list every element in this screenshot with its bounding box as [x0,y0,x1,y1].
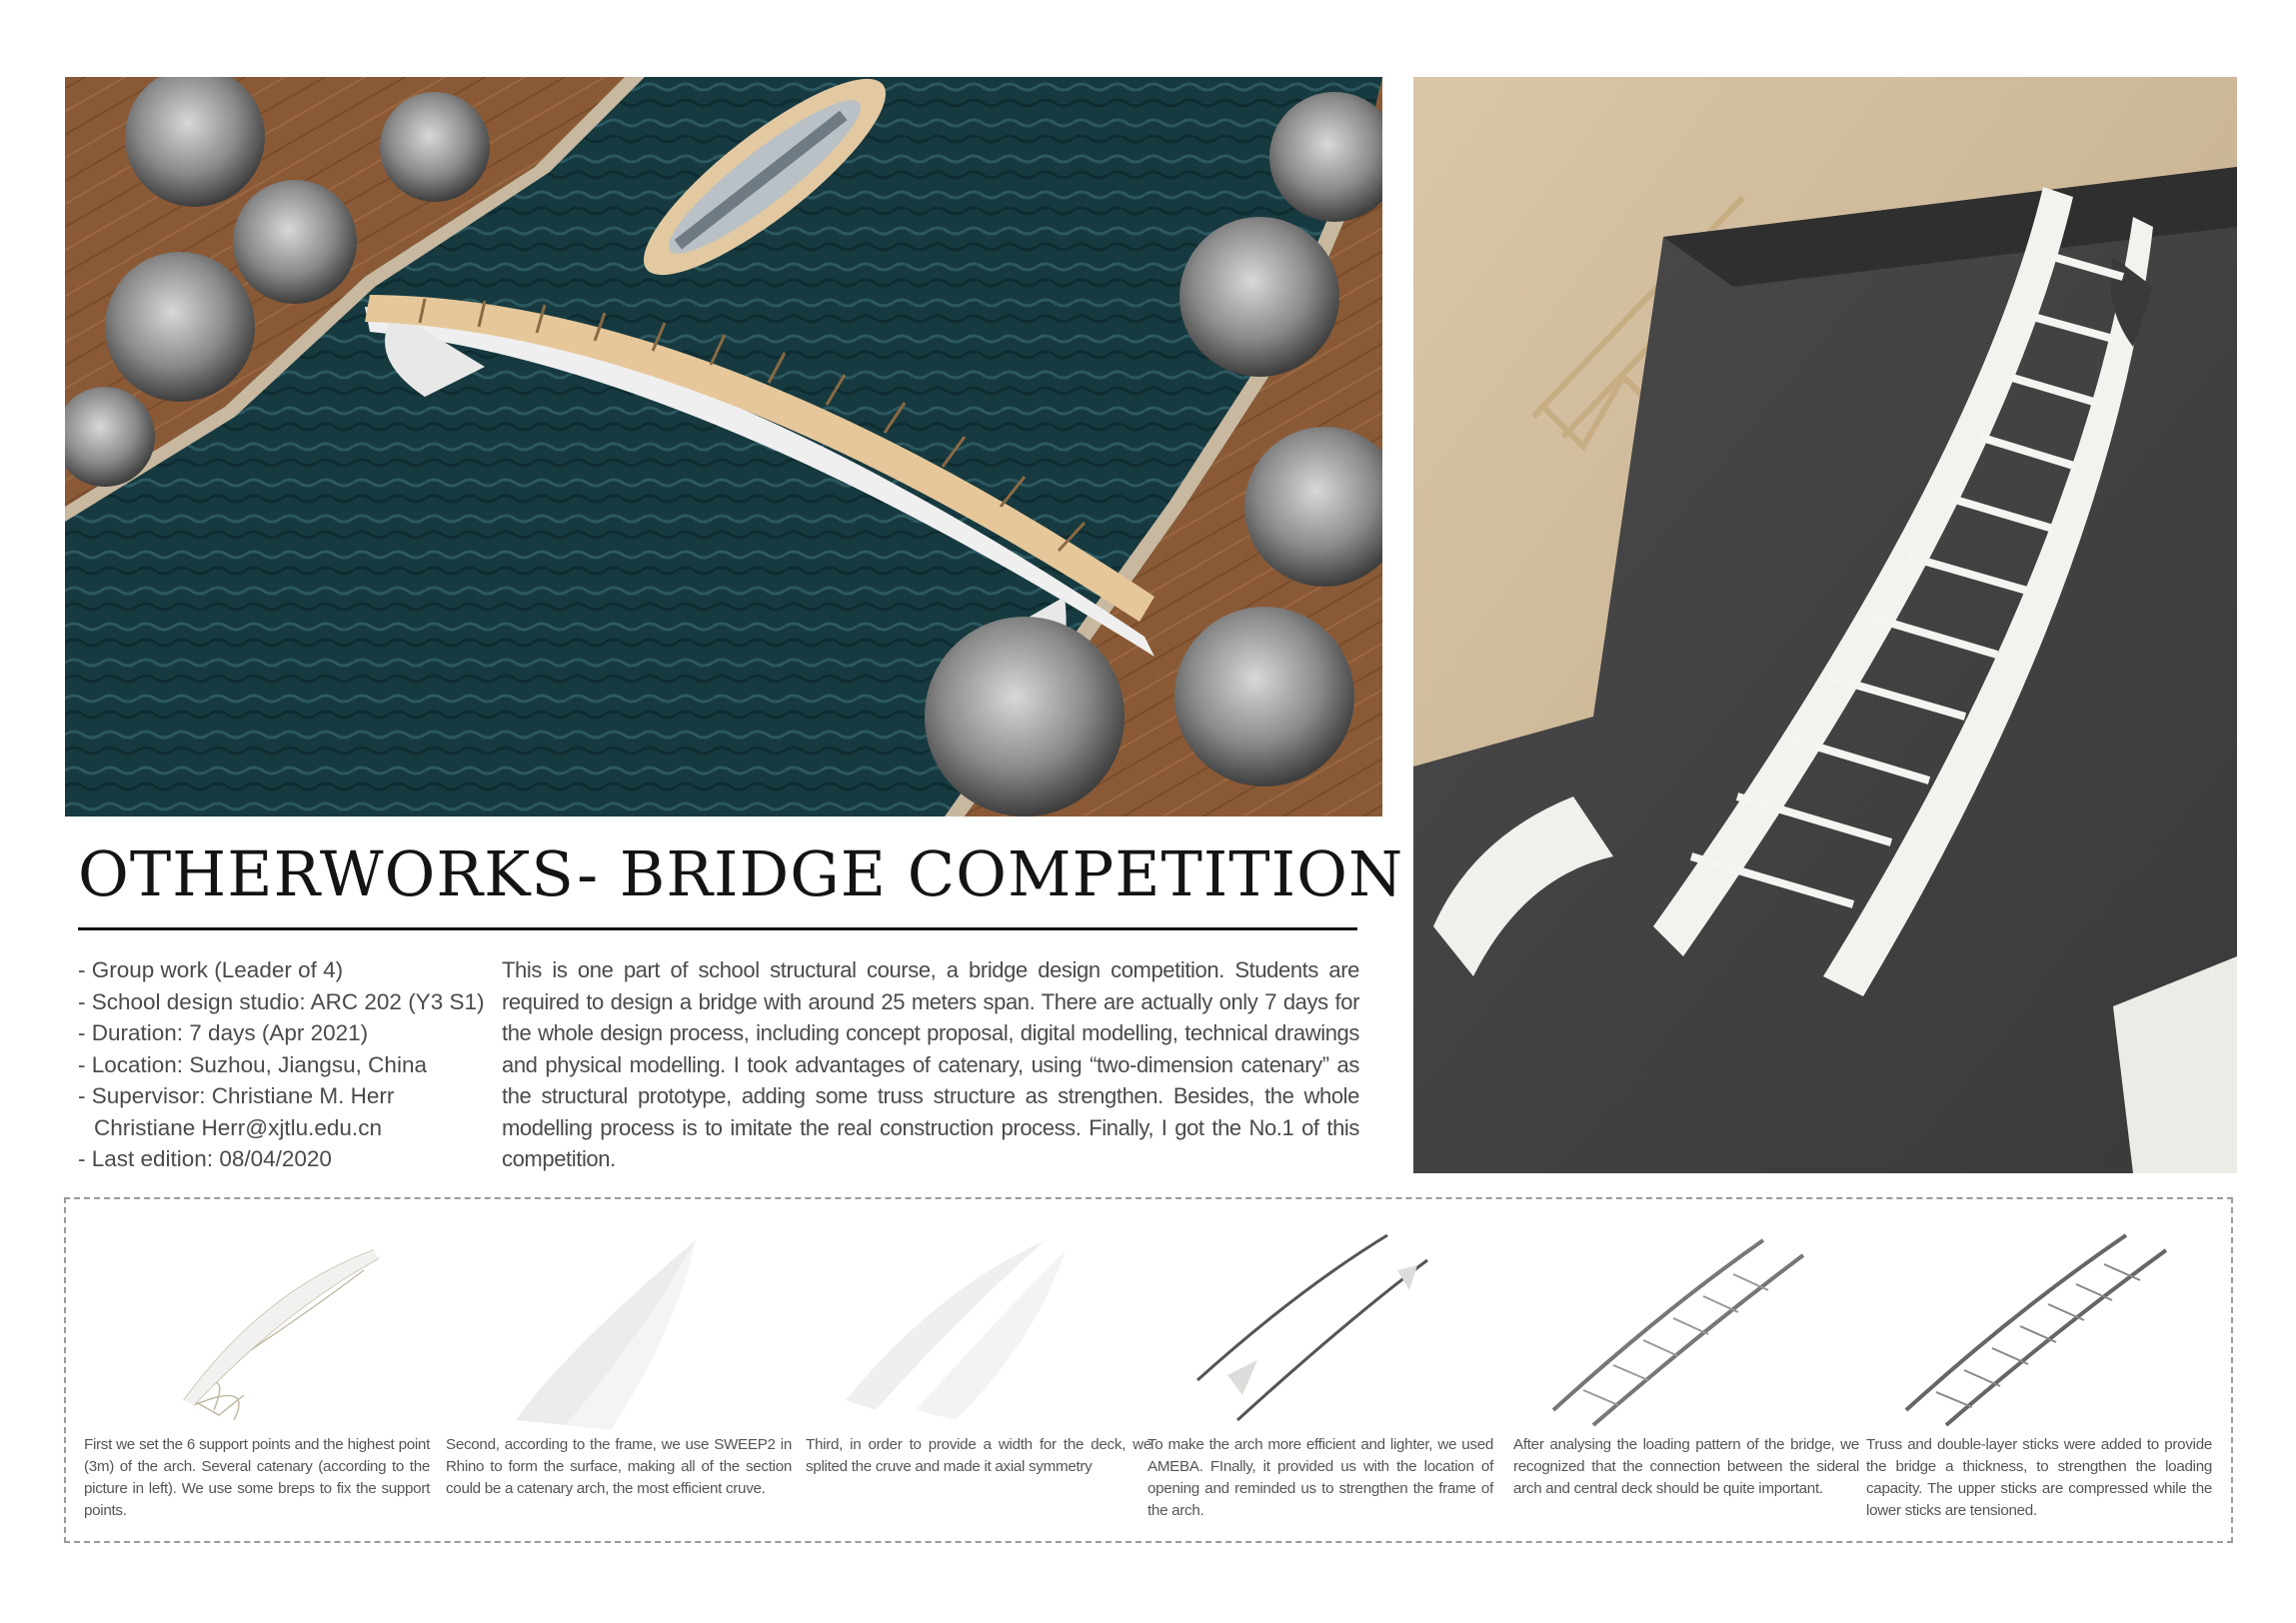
page-title: OTHERWORKS- BRIDGE COMPETITION [78,837,1404,910]
process-step-3 [806,1204,1155,1534]
final-bridge-icon [1866,1210,2216,1432]
process-step-1-caption: First we set the 6 support points and the highest point (3m) of the arch. Several catenary (according to the picture in left). We use some breps to fix the support points. [84,1436,430,1519]
split-arch-icon [806,1210,1155,1432]
detail-group: - Group work (Leader of 4) [78,957,344,982]
process-step-2-caption: Second, according to the frame, we use SWEEP2 in Rhino to form the surface, making all of the section could be a catenary arch, the most efficient cruve. [446,1436,792,1497]
detail-supervisor: - Supervisor: Christiane M. Herr [78,1083,395,1108]
process-step-6-caption: Truss and double-layer sticks were added to provide the bridge a thickness, to strengthen the loading capacity. The upper sticks are compressed while the lower sticks are tensioned. [1866,1436,2212,1519]
project-details [78,954,485,1175]
process-step-3-caption: Third, in order to provide a width for the deck, we splited the cruve and made it axial symmetry [806,1436,1151,1475]
process-step-4 [1148,1204,1497,1534]
process-step-6 [1866,1204,2216,1534]
project-description: This is one part of school structural course, a bridge design competition. Students are required to design a bridge with around 25 meters span. There are actually only 7 days for the whole design process, including concept proposal, digital modelling, technical drawings and physical modelling. I took advantages of catenary, using “two-dimension catenary” as the structural prototype, adding some truss structure as strengthen. Besides, the whole modelling process is to imitate the real construction process. Finally, I got the No.1 of this competition. [502,957,1359,1171]
detail-location: - Location: Suzhou, Jiangsu, China [78,1051,427,1077]
detail-last-edition: - Last edition: 08/04/2020 [78,1146,332,1171]
process-step-5-caption: After analysing the loading pattern of the bridge, we recognized that the connection between the sideral arch and central deck should be quite important. [1513,1436,1859,1497]
process-step-1 [84,1204,434,1534]
title-divider [78,927,1357,930]
process-step-2 [446,1204,796,1534]
arch-openings-icon [1148,1210,1497,1432]
catenary-wireframe-icon [84,1210,434,1432]
detail-supervisor-email: Christiane Herr@xjtlu.edu.cn [94,1114,382,1140]
process-step-4-caption: To make the arch more efficient and lighter, we used AMEBA. FInally, it provided us with the location of opening and reminded us to strengthen the frame of the arch. [1148,1436,1493,1519]
swept-surface-icon [446,1210,796,1432]
detail-duration: - Duration: 7 days (Apr 2021) [78,1020,369,1045]
process-step-5 [1513,1204,1863,1534]
bridge-render-image [65,77,1382,816]
bridge-model-photo [1413,77,2237,1173]
detail-studio: - School design studio: ARC 202 (Y3 S1) [78,988,485,1014]
truss-deck-icon [1513,1210,1863,1432]
